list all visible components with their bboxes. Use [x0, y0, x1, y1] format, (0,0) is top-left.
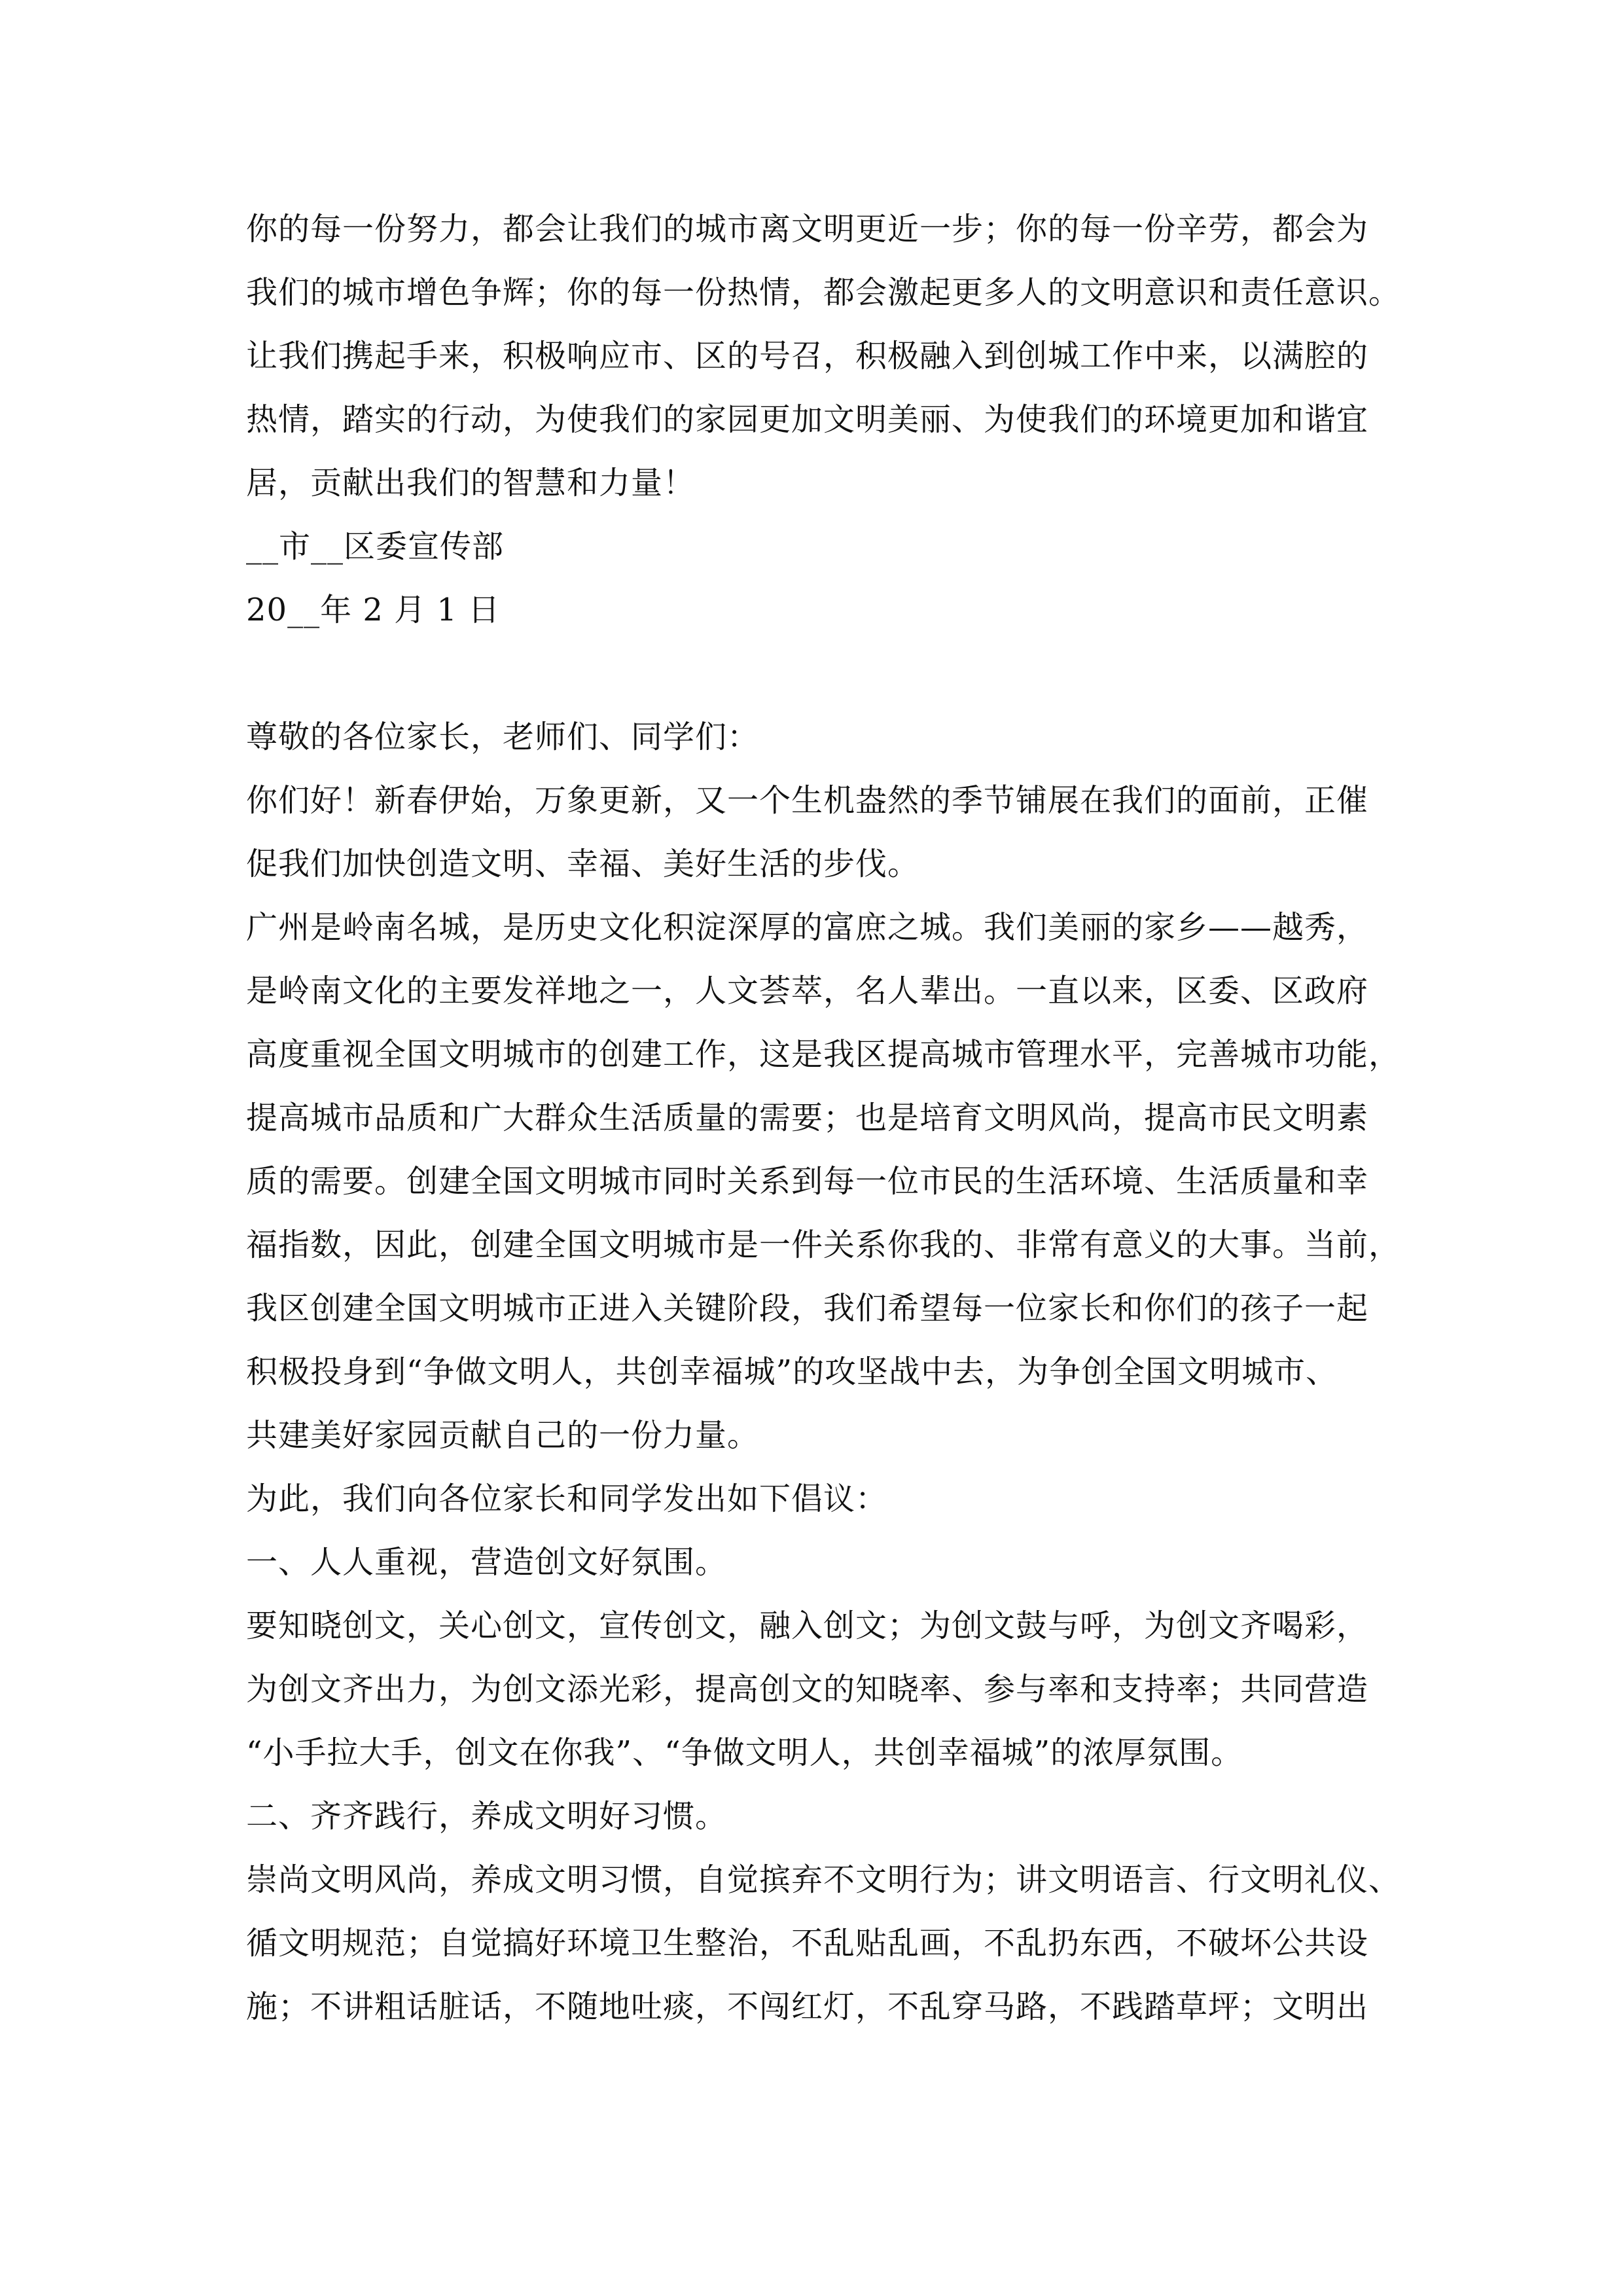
paragraph-line: 为创文齐出力，为创文添光彩，提高创文的知晓率、参与率和支持率；共同营造: [246, 1671, 1369, 1708]
paragraph-line: 我们的城市增色争辉；你的每一份热情，都会激起更多人的文明意识和责任意识。: [246, 274, 1401, 311]
paragraph-line: 循文明规范；自觉搞好环境卫生整治，不乱贴乱画，不乱扔东西，不破坏公共设: [246, 1925, 1369, 1962]
paragraph-line: 让我们携起手来，积极响应市、区的号召，积极融入到创城工作中来，以满腔的: [246, 338, 1369, 374]
paragraph-line: 施；不讲粗话脏话，不随地吐痰，不闯红灯，不乱穿马路，不践踏草坪；文明出: [246, 1988, 1369, 2025]
paragraph-line: 积极投身到“争做文明人，共创幸福城”的攻坚战中去，为争创全国文明城市、: [246, 1354, 1338, 1390]
date: 20__年 2 月 1 日: [246, 592, 501, 628]
paragraph-line: 高度重视全国文明城市的创建工作，这是我区提高城市管理水平，完善城市功能，: [246, 1036, 1401, 1073]
paragraph-line: 居，贡献出我们的智慧和力量！: [246, 465, 696, 501]
paragraph-line: 广州是岭南名城，是历史文化积淀深厚的富庶之城。我们美丽的家乡——越秀，: [246, 909, 1369, 946]
paragraph-line: 共建美好家园贡献自己的一份力量。: [246, 1417, 760, 1454]
paragraph-line: 我区创建全国文明城市正进入关键阶段，我们希望每一位家长和你们的孩子一起: [246, 1290, 1369, 1327]
paragraph-line: 质的需要。创建全国文明城市同时关系到每一位市民的生活环境、生活质量和幸: [246, 1163, 1369, 1200]
paragraph-line: 你的每一份努力，都会让我们的城市离文明更近一步；你的每一份辛劳，都会为: [246, 211, 1369, 247]
paragraph-line: 热情，踏实的行动，为使我们的家园更加文明美丽、为使我们的环境更加和谐宜: [246, 401, 1369, 438]
paragraph-line: 促我们加快创造文明、幸福、美好生活的步伐。: [246, 846, 920, 882]
paragraph-line: 崇尚文明风尚，养成文明习惯，自觉摈弃不文明行为；讲文明语言、行文明礼仪、: [246, 1861, 1401, 1898]
item-heading: 一、人人重视，营造创文好氛围。: [246, 1544, 728, 1581]
greeting: 尊敬的各位家长，老师们、同学们：: [246, 719, 760, 755]
paragraph-line: 要知晓创文，关心创文，宣传创文，融入创文；为创文鼓与呼，为创文齐喝彩，: [246, 1607, 1369, 1644]
paragraph-line: “小手拉大手，创文在你我”、“争做文明人，共创幸福城”的浓厚氛围。: [246, 1734, 1243, 1771]
paragraph-line: 提高城市品质和广大群众生活质量的需要；也是培育文明风尚，提高市民文明素: [246, 1100, 1369, 1136]
item-heading: 二、齐齐践行，养成文明好习惯。: [246, 1798, 728, 1835]
paragraph-line: 福指数，因此，创建全国文明城市是一件关系你我的、非常有意义的大事。当前，: [246, 1227, 1401, 1263]
signature: __市__区委宣传部: [246, 528, 505, 565]
paragraph-line: 是岭南文化的主要发祥地之一，人文荟萃，名人辈出。一直以来，区委、区政府: [246, 973, 1369, 1009]
paragraph-line: 你们好！新春伊始，万象更新，又一个生机盎然的季节铺展在我们的面前，正催: [246, 782, 1369, 819]
call-intro: 为此，我们向各位家长和同学发出如下倡议：: [246, 1480, 888, 1517]
